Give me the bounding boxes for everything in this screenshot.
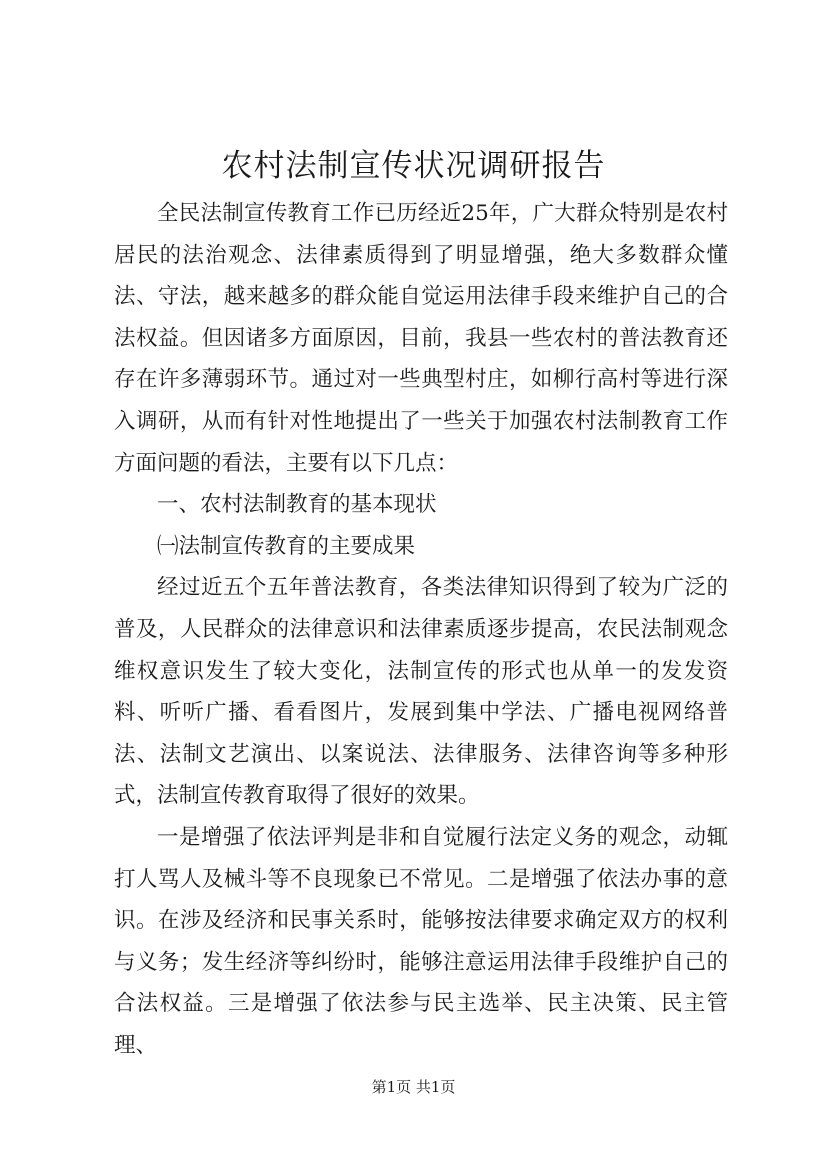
paragraph-achievements: 经过近五个五年普法教育，各类法律知识得到了较为广泛的普及，人民群众的法律意识和法律素质逐步提高，农民法制观念维权意识发生了较大变化，法制宣传的形式也从单一的发发资料、听听广播、看看图片，发展到集中学法、广播电视网络普法、法制文艺演出、以案说法、法律服务、法律咨询等多种形式，法制宣传教育取得了很好的效果。 xyxy=(114,575,728,809)
paragraph-intro: 全民法制宣传教育工作已历经近25年，广大群众特别是农村居民的法治观念、法律素质得到了明显增强，绝大多数群众懂法、守法，越来越多的群众能自觉运用法律手段来维护自己的合法权益。但因诸多方面原因，目前，我县一些农村的普法教育还存在许多薄弱环节。通过对一些典型村庄，如柳行高村等进行深入调研，从而有针对性地提出了一些关于加强农村法制教育工作方面问题的看法，主要有以下几点： xyxy=(114,201,728,476)
paragraph-details: 一是增强了依法评判是非和自觉履行法定义务的观念，动辄打人骂人及械斗等不良现象已不常见。二是增强了依法办事的意识。在涉及经济和民事关系时，能够按法律要求确定双方的权利与义务；发生经济等纠纷时，能够注意运用法律手段维护自己的合法权益。三是增强了依法参与民主选举、民主决策、民主管理、 xyxy=(114,824,728,1058)
document-body xyxy=(114,193,728,1066)
page-number-footer: 第1页 共1页 xyxy=(371,1078,456,1096)
section-heading: 一、农村法制教育的基本现状 xyxy=(157,492,437,518)
subsection-heading: ㈠法制宣传教育的主要成果 xyxy=(157,533,416,559)
document-title: 农村法制宣传状况调研报告 xyxy=(221,148,606,184)
